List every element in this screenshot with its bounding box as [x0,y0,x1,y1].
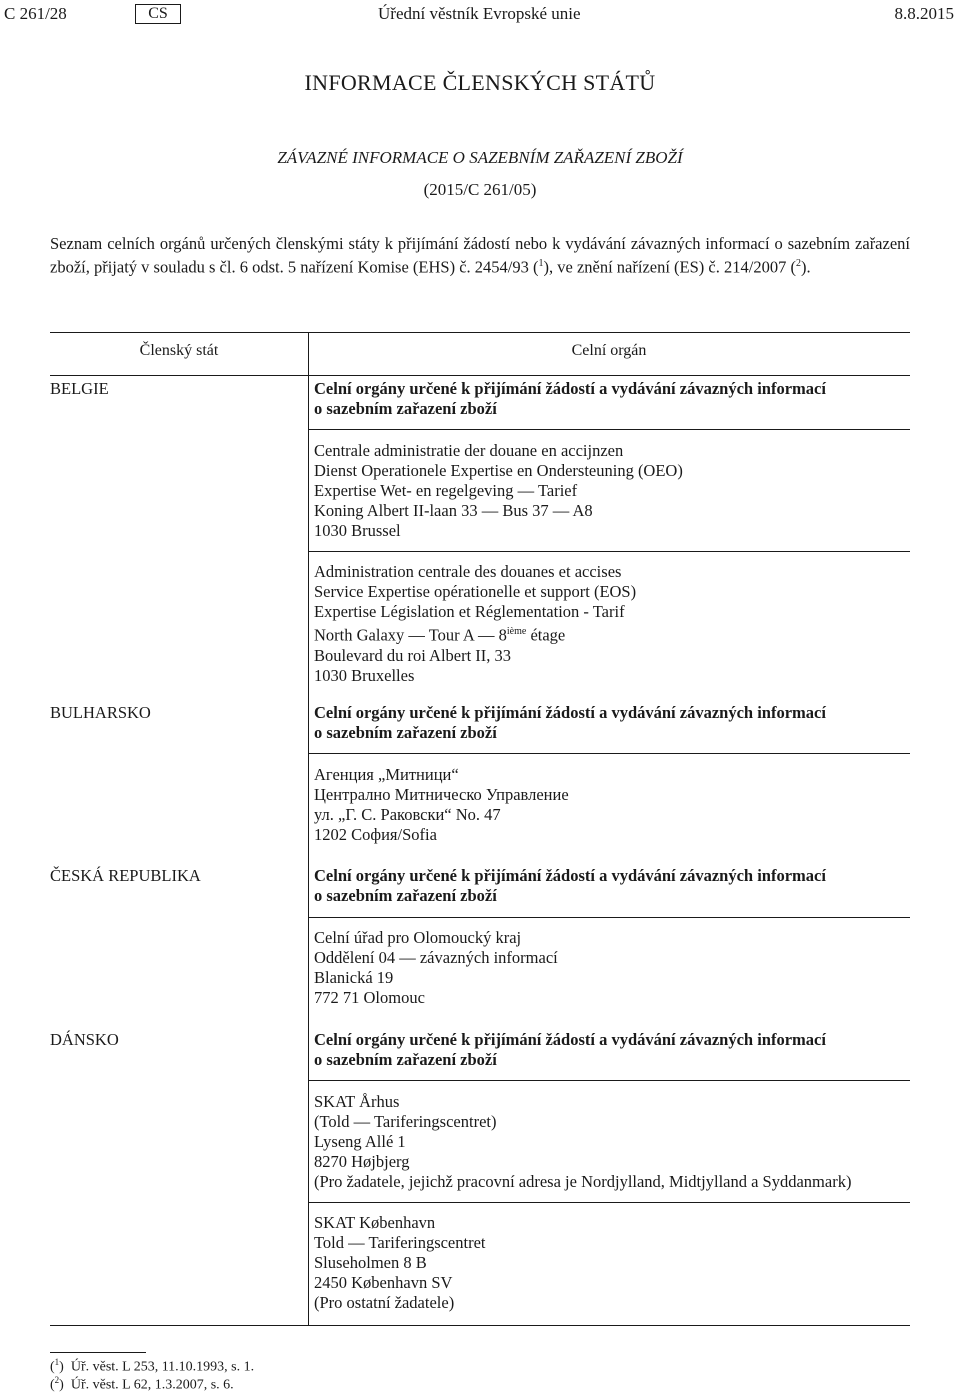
intro-paragraph [50,234,910,278]
authority-heading-line: Celní orgány určené k přijímání žádostí a vydávání závazných informací [314,866,826,885]
footnote-text: Úř. věst. L 253, 11.10.1993, s. 1. [70,1359,255,1375]
intro-text: ), ve znění nařízení (ES) č. 214/2007 ( [543,257,796,277]
address-line: (Pro žadatele, jejichž pracovní adresa je Nordjylland, Midtjylland a Syddanmark) [314,1172,852,1191]
authority-heading [314,703,910,743]
address-block-dansko-aarhus [314,1092,910,1192]
address-line: SKAT København [314,1213,436,1232]
address-line: 1202 София/Sofia [314,825,437,844]
address-line: Lyseng Allé 1 [314,1132,406,1151]
row-separator [308,1080,910,1081]
address-line: 2450 København SV [314,1273,453,1292]
row-separator [308,429,910,430]
address-block-belgie-fr [314,562,910,686]
country-ceska-republika: ČESKÁ REPUBLIKA [50,866,201,885]
address-line: Celní úřad pro Olomoucký kraj [314,928,522,947]
table-header-rule [50,375,910,376]
footnote-separator [50,1352,146,1353]
table-column-divider [308,332,309,1325]
footnote-2: ($^2$) Úř. věst. L 62, 1.3.2007, s. 6. [50,1375,234,1393]
journal-title: Úřední věstník Evropské unie [378,4,581,23]
section-title: INFORMACE ČLENSKÝCH STÁTŮ [304,70,656,95]
language-badge: CS [135,4,181,24]
row-separator [308,917,910,918]
address-line: Expertise Législation et Réglementation - Tarif [314,602,625,621]
authority-heading [314,379,910,419]
publication-date: 8.8.2015 [894,4,954,23]
row-separator [308,1202,910,1203]
address-line: (Told — Tariferingscentret) [314,1112,497,1131]
footnote-ref-1[interactable]: 1 [538,258,544,269]
footnote-text: Úř. věst. L 62, 1.3.2007, s. 6. [70,1377,234,1393]
country-dansko: DÁNSKO [50,1030,119,1049]
authority-heading [314,866,910,906]
intro-text: ). [800,257,811,277]
address-line: Dienst Operationele Expertise en Ondersteuning (OEO) [314,461,683,480]
authority-heading-line: o sazebním zařazení zboží [314,399,497,418]
document-title: ZÁVAZNÉ INFORMACE O SAZEBNÍM ZAŘAZENÍ ZBOŽÍ [277,148,683,167]
country-bulharsko: BULHARSKO [50,703,151,722]
address-line: 8270 Højbjerg [314,1152,410,1171]
authority-heading-line: o sazebním zařazení zboží [314,886,497,905]
address-line: North Galaxy — Tour A — 8ième étage [314,625,566,645]
address-line: ул. „Г. С. Раковски“ No. 47 [314,805,501,824]
address-line: Blanická 19 [314,968,394,987]
address-line: 1030 Brussel [314,521,401,540]
table-top-rule [50,332,910,333]
address-block-belgie-nl [314,441,910,541]
address-line: 772 71 Olomouc [314,988,425,1007]
row-separator [308,551,910,552]
authority-heading-line: Celní orgány určené k přijímání žádostí a vydávání závazných informací [314,1030,826,1049]
authority-heading-line: o sazebním zařazení zboží [314,1050,497,1069]
address-line: SKAT Århus [314,1092,400,1111]
row-separator [308,753,910,754]
address-line: Агенция „Митници“ [314,765,459,784]
address-line: Oddělení 04 — závazných informací [314,948,558,967]
address-line: Sluseholmen 8 B [314,1253,427,1272]
intro-text: Seznam celních orgánů určených členskými státy k přijímání žádostí nebo k vydávání závazných informací o sazebním zařazení zboží, přijatý v souladu s čl. 6 odst. 5 nařízení Komise (EHS) č. 2454/93 ( [50,234,910,277]
address-line: Expertise Wet- en regelgeving — Tarief [314,481,578,500]
authority-heading-line: o sazebním zařazení zboží [314,723,497,742]
authority-heading-line: Celní orgány určené k přijímání žádostí a vydávání závazných informací [314,379,826,398]
address-line: Service Expertise opérationelle et support (EOS) [314,582,637,601]
authority-heading [314,1030,910,1070]
column-header-customs-authority: Celní orgán [571,342,647,359]
authority-heading-line: Celní orgány určené k přijímání žádostí a vydávání závazných informací [314,703,826,722]
address-line: Koning Albert II-laan 33 — Bus 37 — A8 [314,501,593,520]
address-block-bulharsko [314,765,910,845]
page-reference: C 261/28 [4,4,67,23]
address-line: Boulevard du roi Albert II, 33 [314,645,512,665]
table-bottom-rule [50,1325,910,1326]
page-header [0,4,960,26]
address-line: Centrale administratie der douane en accijnzen [314,441,624,460]
footnote-ref-2[interactable]: 2 [795,258,801,269]
document-reference: (2015/C 261/05) [423,180,537,199]
country-belgie: BELGIE [50,379,109,398]
footnote-1: ($^1$) Úř. věst. L 253, 11.10.1993, s. 1. [50,1357,255,1375]
address-line: Administration centrale des douanes et accises [314,562,622,581]
address-block-dansko-kobenhavn [314,1213,910,1313]
address-line: 1030 Bruxelles [314,665,415,685]
address-line: (Pro ostatní žadatele) [314,1293,455,1312]
address-line: Централно Митническо Управление [314,785,569,804]
address-block-cesko [314,928,910,1008]
column-header-member-state: Členský stát [139,342,219,359]
address-line: Told — Tariferingscentret [314,1233,486,1252]
